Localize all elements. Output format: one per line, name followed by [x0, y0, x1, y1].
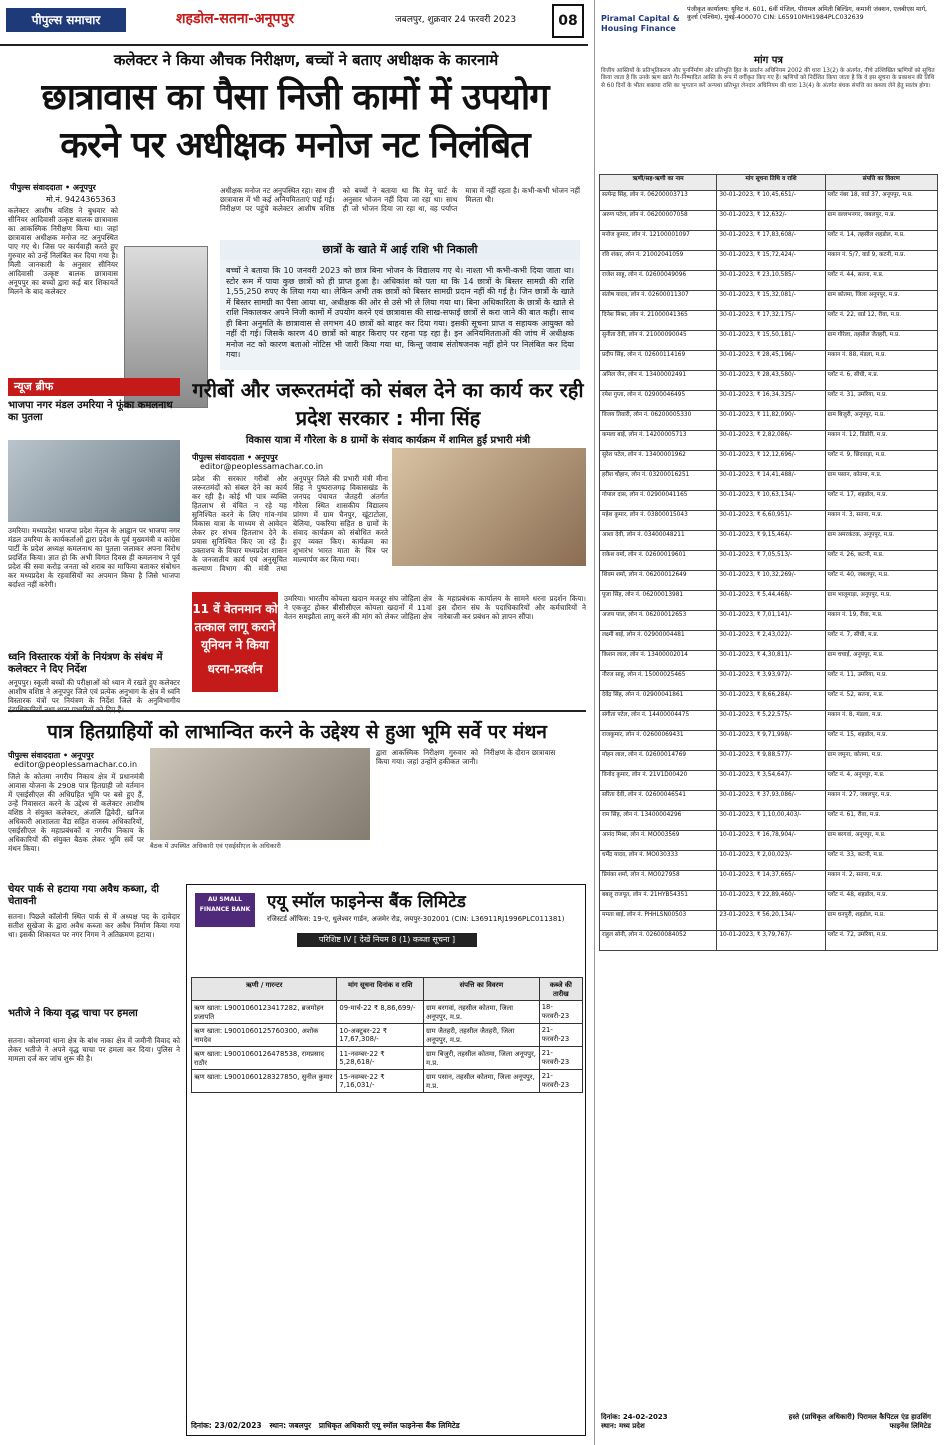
- demand-table-row: [600, 191, 938, 211]
- demand-table-cell: ग्राम गौरेला, तहसील जैतहरी, म.प्र.: [825, 331, 937, 351]
- third-body-2: द्वारा आकस्मिक निरीक्षण गुरुवार को किया गया। जहां उन्होंने हकीकत जानी। निरीक्षण के दौरान छात्रावास: [376, 748, 556, 766]
- demand-table-row: [600, 791, 938, 811]
- demand-table-cell: मकान नं. 88, मंडला, म.प्र.: [825, 351, 937, 371]
- demand-table-cell: प्लॉट नं. 4, अनूपपुर, म.प्र.: [825, 771, 937, 791]
- third-body: जिले के कोतमा नगरीय निकाय क्षेत्र में प्रधानमंत्री आवास योजना के 2908 पात्र हितग्राही जो वर्तमान में एसईसीएल की अधिग्रहित भूमि पर बसे हुए हैं, उन्हें निवासरत करने के उद्देश्य से कलेक्टर आशीष वशिष्ठ ने संयुक्त कलेक्टर, अंजलि द्विवेदी, खनिज अधिकारी आशालता वैद्य सहित राजस्व अधिकारियों, एसईसीएल के महाप्रबंधकों व नगरीय निकाय के अधिकारियों की संयुक्त बैठक लेकर भूमि सर्वे पर मंथन किया।: [8, 772, 144, 853]
- bank-table-cell: ग्राम पसान, तहसील कोतमा, जिला अनूपपुर, म.प्र.: [424, 1070, 540, 1093]
- demand-table-cell: सरिता देवी, लोन नं. 02600046541: [600, 791, 717, 811]
- demand-table-cell: बबलू राजपूत, लोन नं. 21HYB54351: [600, 891, 717, 911]
- demand-table-row: [600, 331, 938, 351]
- second-byline: पीपुल्स संवाददाता • अनूपपुर: [192, 453, 278, 462]
- demand-table-cell: सत्येन्द्र सिंह, लोन नं. 06200003713: [600, 191, 717, 211]
- meeting-photo-caption: बैठक में उपस्थित अधिकारी एवं एसईसीएल के अधिकारी: [150, 842, 281, 850]
- bank-table-cell: 21-फरवरी-23: [539, 1024, 582, 1047]
- demand-table-cell: 30-01-2023, ₹ 8,66,284/-: [717, 691, 825, 711]
- demand-table-cell: प्लॉट नं. 61, रीवा, म.प्र.: [825, 811, 937, 831]
- demand-table-row: [600, 731, 938, 751]
- demand-table-cell: प्लॉट नं. 33, कटनी, म.प्र.: [825, 851, 937, 871]
- demand-table-row: [600, 551, 938, 571]
- demand-table-cell: 30-01-2023, ₹ 15,50,181/-: [717, 331, 825, 351]
- brief-headline-2: ध्वनि विस्तारक यंत्रों के नियंत्रण के संबंध में कलेक्टर ने दिए निर्देश: [8, 652, 163, 675]
- lead-body-1: कलेक्टर आशीष वशिष्ठ ने बुधवार को सीनियर आदिवासी उत्कृष्ट बालक छात्रावास का आकस्मिक निरीक्षण किया था। जहां छात्रावास अधीक्षक मनोज नट अनुपस्थित पाए गए थे। जिस पर कार्यवाही करते हुए गुरुवार को उन्हें निलंबित कर दिया गया है। मिली जानकारी के अनुसार सीनियर आदिवासी उत्कृष्ट बालक छात्रावास अनूपपुर का बच्चों द्वारा कई बार शिकायतें मिलने के बाद कलेक्टर: [8, 206, 118, 296]
- demand-table-cell: 10-01-2023, ₹ 3,79,767/-: [717, 931, 825, 951]
- demand-table-cell: मकान नं. 27, जबलपुर, म.प्र.: [825, 791, 937, 811]
- bank-place: स्थान: जबलपुर: [269, 1421, 312, 1430]
- demand-table-cell: राकेश वर्मा, लोन नं. 02600019601: [600, 551, 717, 571]
- demand-table-cell: प्लॉट नं. 15, शहडोल, म.प्र.: [825, 731, 937, 751]
- demand-table-cell: गोपाल दास, लोन नं. 02900041165: [600, 491, 717, 511]
- brief-headline-1: भाजपा नगर मंडल उमरिया ने फूंका कमलनाथ का पुतला: [8, 400, 173, 423]
- lead-body-2: अधीक्षक मनोज नट अनुपस्थित रहा। साथ ही छात्रावास में भी कई अनियमितताएं पाई गई। निरीक्षण पर पहुंचे कलेक्टर आशीष वशिष्ठ को बच्चों ने बताया था कि मेनू चार्ट के अनुसार भोजन नहीं दिया जा रहा था। साथ ही जो भोजन दिया जा रहा था, वह पर्याप्त मात्रा में नहीं रहता है। कभी-कभी भोजन नहीं मिलता थी।: [220, 186, 580, 213]
- demand-table-cell: ग्राम कोतमा, जिला अनूपपुर, म.प्र.: [825, 291, 937, 311]
- demand-table-row: [600, 311, 938, 331]
- bank-table-cell: 15-नवम्बर-22 ₹ 7,16,031/-: [337, 1070, 424, 1093]
- bank-table-cell: ऋण खाता: L9001060123417282, ब्रजमोहन प्रजापति: [192, 1001, 337, 1024]
- demand-table-cell: प्लॉट नं. 11, उमरिया, म.प्र.: [825, 671, 937, 691]
- demand-table-cell: ग्राम बरगवां, अनूपपुर, म.प्र.: [825, 831, 937, 851]
- third-byline: पीपुल्स संवाददाता • अनूपपुर: [8, 751, 94, 760]
- bank-table-cell: ग्राम बरगवां, तहसील कोतमा, जिला अनूपपुर, म.प्र.: [424, 1001, 540, 1024]
- au-bank-notice: [186, 884, 586, 1436]
- demand-table-cell: सुनीता देवी, लोन नं. 21000090045: [600, 331, 717, 351]
- newspaper-logo: पीपुल्स समाचार: [6, 8, 126, 32]
- minister-event-photo: [392, 448, 586, 566]
- demand-table-cell: 30-01-2023, ₹ 5,22,575/-: [717, 711, 825, 731]
- demand-table-cell: अरुण पटेल, लोन नं. 06200007058: [600, 211, 717, 231]
- demand-table-cell: प्लॉट नंबर 18, वार्ड 37, अनूपपुर, म.प्र.: [825, 191, 937, 211]
- demand-table-cell: मकान नं. 19, रीवा, म.प्र.: [825, 611, 937, 631]
- demand-table-row: [600, 631, 938, 651]
- bank-date: दिनांक: 23/02/2023: [191, 1421, 262, 1430]
- demand-table-cell: 30-01-2023, ₹ 15,32,081/-: [717, 291, 825, 311]
- demand-table-row: [600, 871, 938, 891]
- demand-table-cell: ग्राम जमुना, कोतमा, म.प्र.: [825, 751, 937, 771]
- demand-table-cell: आनंद मिश्रा, लोन नं. MO003569: [600, 831, 717, 851]
- demand-table-cell: 30-01-2023, ₹ 11,82,090/-: [717, 411, 825, 431]
- demand-table-cell: मकान नं. 5/7, वार्ड 9, कटनी, म.प्र.: [825, 251, 937, 271]
- demand-table-cell: राजकुमार, लोन नं. 02600069431: [600, 731, 717, 751]
- demand-table-cell: ग्राम बिजुरी, अनूपपुर, म.प्र.: [825, 411, 937, 431]
- demand-table-row: [600, 271, 938, 291]
- bank-table-cell: 18-फरवरी-23: [539, 1001, 582, 1024]
- demand-table-cell: अजय पाल, लोन नं. 06200012653: [600, 611, 717, 631]
- demand-table-cell: 30-01-2023, ₹ 3,93,972/-: [717, 671, 825, 691]
- demand-table-cell: मनोज कुमार, लोन नं. 12100001097: [600, 231, 717, 251]
- meeting-photo: [150, 748, 370, 840]
- demand-table-cell: महेश कुमार, लोन नं. 03800015043: [600, 511, 717, 531]
- small-body-1: सतना। पिछले कॉलोनी स्थित पार्क से में अध्यक्ष पद के दावेदार सतीश सुखेजा के द्वारा अवैध कब्जा कर अवैध निर्माण किया गया था। इसकी शिकायत पर नगर निगम ने अतिक्रमण हटाया।: [8, 912, 180, 939]
- demand-table-cell: प्लॉट नं. 26, कटनी, म.प्र.: [825, 551, 937, 571]
- demand-table-row: [600, 431, 938, 451]
- bank-footer: [191, 1421, 460, 1431]
- demand-table-cell: 30-01-2023, ₹ 12,632/-: [717, 211, 825, 231]
- demand-table-row: [600, 511, 938, 531]
- demand-table-cell: दिनेश मिश्रा, लोन नं. 21000041365: [600, 311, 717, 331]
- demand-notice-title: मांग पत्र: [754, 55, 783, 66]
- demand-table-cell: 10-01-2023, ₹ 2,00,023/-: [717, 851, 825, 871]
- bank-table-cell: ऋण खाता: L9001060128327850, सुनील कुमार: [192, 1070, 337, 1093]
- demand-table-row: [600, 851, 938, 871]
- demand-table-cell: 30-01-2023, ₹ 10,32,269/-: [717, 571, 825, 591]
- demand-table-cell: 10-01-2023, ₹ 22,89,460/-: [717, 891, 825, 911]
- demand-table-row: [600, 831, 938, 851]
- bank-table-cell: 09-मार्च-22 ₹ 8,86,699/-: [337, 1001, 424, 1024]
- demand-table-column-header: ऋणी/सह-ऋणी का नाम: [600, 175, 717, 191]
- demand-table-cell: अनिल जैन, लोन नं. 13400002491: [600, 371, 717, 391]
- demand-table-row: [600, 371, 938, 391]
- demand-table-cell: संगीता पटेल, लोन नं. 14400004475: [600, 711, 717, 731]
- third-email: editor@peoplessamachar.co.in: [14, 760, 138, 769]
- demand-table-cell: 30-01-2023, ₹ 17,83,608/-: [717, 231, 825, 251]
- brief-body-1: उमरिया। मध्यप्रदेश भाजपा प्रदेश नेतृत्व के आह्वान पर भाजपा नगर मंडल उमरिया के कार्यकर्ताओं द्वारा प्रदेश के पूर्व मुख्यमंत्री व कांग्रेस पार्टी के प्रदेश अध्यक्ष कमलनाथ का पुतला जलाकर अपना विरोध प्रदर्शित किया। ज्ञात हो कि अभी विगत दिवस ही कमलनाथ ने पूर्व प्रदेश की सवा करोड़ जनता को शराब का माफिया बताकर संबोधन कर मध्यप्रदेश के रहवासियों का अपमान किया है जिसे भाजपा बर्दाश्त नहीं करेगी।: [8, 526, 180, 589]
- demand-table-row: [600, 651, 938, 671]
- demand-table-cell: ग्राम अमरकंटक, अनूपपुर, म.प्र.: [825, 531, 937, 551]
- demand-table-row: [600, 471, 938, 491]
- demand-table-cell: रवि शंकर, लोन नं. 21002041059: [600, 251, 717, 271]
- wage-protest-tail: धरना-प्रदर्शन: [207, 662, 263, 676]
- demand-table-cell: 30-01-2023, ₹ 17,32,175/-: [717, 311, 825, 331]
- page-number: 08: [552, 4, 584, 38]
- demand-table-row: [600, 891, 938, 911]
- demand-table-cell: मकान नं. 2, सतना, म.प्र.: [825, 871, 937, 891]
- piramal-signatory: हस्ते (प्राधिकृत अधिकारी) पिरामल कैपिटल एंड हाउसिंग फाइनेंस लिमिटेड: [788, 1413, 931, 1430]
- demand-table-cell: ग्राम धनपुरी, शहडोल, म.प्र.: [825, 911, 937, 931]
- demand-table-cell: ममता बाई, लोन नं. PHHLSN00503: [600, 911, 717, 931]
- wage-protest-box: [192, 592, 278, 692]
- lead-shaded-box: [220, 260, 580, 370]
- demand-table-row: [600, 691, 938, 711]
- demand-table-cell: 30-01-2023, ₹ 6,60,951/-: [717, 511, 825, 531]
- demand-table-cell: धर्मेंद्र यादव, लोन नं. MO030333: [600, 851, 717, 871]
- demand-table-cell: कमला बाई, लोन नं. 14200005713: [600, 431, 717, 451]
- demand-table-cell: प्लॉट नं. 48, शहडोल, म.प्र.: [825, 891, 937, 911]
- demand-table-cell: 30-01-2023, ₹ 23,10,585/-: [717, 271, 825, 291]
- demand-table-cell: 30-01-2023, ₹ 28,45,196/-: [717, 351, 825, 371]
- demand-table-cell: 30-01-2023, ₹ 10,63,134/-: [717, 491, 825, 511]
- demand-table-row: [600, 571, 938, 591]
- demand-table-cell: 10-01-2023, ₹ 14,37,665/-: [717, 871, 825, 891]
- demand-table-cell: 30-01-2023, ₹ 2,82,086/-: [717, 431, 825, 451]
- demand-table-cell: 30-01-2023, ₹ 37,93,086/-: [717, 791, 825, 811]
- wage-protest-headline: 11 वें वेतनमान को तत्काल लागू कराने यूनियन ने किया: [192, 602, 278, 652]
- demand-table-cell: 30-01-2023, ₹ 1,10,00,403/-: [717, 811, 825, 831]
- third-headline: पात्र हितग्राहियों को लाभान्वित करने के उद्देश्य से हुआ भूमि सर्वे पर मंथन: [8, 710, 586, 744]
- demand-table-cell: 30-01-2023, ₹ 3,54,647/-: [717, 771, 825, 791]
- small-headline-2: भतीजे ने किया वृद्ध चाचा पर हमला: [8, 1008, 138, 1019]
- news-brief-label: न्यूज ब्रीफ: [8, 378, 180, 396]
- demand-table-cell: 30-01-2023, ₹ 10,45,651/-: [717, 191, 825, 211]
- demand-table-cell: 23-01-2023, ₹ 56,20,134/-: [717, 911, 825, 931]
- demand-table-row: [600, 911, 938, 931]
- bank-table-column-header: मांग सूचना दिनांक व राशि: [337, 978, 424, 1001]
- demand-table-cell: ग्राम वल्लभनगर, जबलपुर, म.प्र.: [825, 211, 937, 231]
- demand-table-cell: ग्राम पसान, कोतमा, म.प्र.: [825, 471, 937, 491]
- bank-table-column-header: कब्जे की तारीख: [539, 978, 582, 1001]
- demand-table-cell: संतोष यादव, लोन नं. 02600011307: [600, 291, 717, 311]
- demand-table-row: [600, 811, 938, 831]
- piramal-date: दिनांक: 24-02-2023: [601, 1413, 668, 1421]
- demand-table-row: [600, 231, 938, 251]
- lead-kicker: कलेक्टर ने किया औचक निरीक्षण, बच्चों ने बताए अधीक्षक के कारनामे: [113, 51, 499, 69]
- bank-notice-type: परिशिष्ट IV [ देखें नियम 8 (1) कब्जा सूचना ]: [297, 933, 477, 947]
- demand-table-cell: रमेश गुप्ता, लोन नं. 02900046495: [600, 391, 717, 411]
- demand-table-cell: किशन लाल, लोन नं. 13400002014: [600, 651, 717, 671]
- demand-table-cell: राम सिंह, लोन नं. 13400004296: [600, 811, 717, 831]
- bank-table-cell: ऋण खाता: L9001060125760300, अशोक नामदेव: [192, 1024, 337, 1047]
- bank-table-cell: 21-फरवरी-23: [539, 1070, 582, 1093]
- demand-table-cell: लक्ष्मी बाई, लोन नं. 02900004481: [600, 631, 717, 651]
- demand-table-cell: प्लॉट नं. 44, सतना, म.प्र.: [825, 271, 937, 291]
- demand-table-cell: 30-01-2023, ₹ 7,01,141/-: [717, 611, 825, 631]
- piramal-address: पंजीकृत कार्यालय: यूनिट नं. 601, 6वीं मंजिल, पीरामल अमिती बिल्डिंग, कमानी जंक्शन, एलबीएस मार्ग, कुर्ला (पश्चिम), मुंबई-400070 CIN: L65910MH1984PLC032639: [687, 6, 928, 21]
- bank-table-cell: 21-फरवरी-23: [539, 1047, 582, 1070]
- demand-table-cell: मकान नं. 3, सतना, म.प्र.: [825, 511, 937, 531]
- bank-name: एयू स्मॉल फाइनेन्स बैंक लिमिटेड: [267, 892, 466, 912]
- demand-table-cell: 30-01-2023, ₹ 16,34,325/-: [717, 391, 825, 411]
- demand-table-cell: प्लॉट नं. 40, जबलपुर, म.प्र.: [825, 571, 937, 591]
- bank-table-cell: ग्राम बिजुरी, तहसील कोतमा, जिला अनूपपुर, म.प्र.: [424, 1047, 540, 1070]
- demand-table-cell: राजेश साहू, लोन नं. 02600049096: [600, 271, 717, 291]
- masthead: [0, 0, 588, 46]
- brief-body-2: अनूपपुर। स्कूली बच्चों की परीक्षाओं को ध्यान में रखते हुए कलेक्टर आशीष वशिष्ठ ने अनूपपुर जिले एवं प्रत्येक अनुभाग के क्षेत्र में ध्वनि विस्तारक यंत्रों पर नियंत्रण के निर्देश जिले के अनुविभागीय दंडाधिकारियों तथा थाना प्रभारियों को दिए हैं।: [8, 678, 180, 714]
- demand-table-cell: 30-01-2023, ₹ 9,15,464/-: [717, 531, 825, 551]
- demand-table-row: [600, 931, 938, 951]
- demand-table-cell: राहुल सोनी, लोन नं. 02600084052: [600, 931, 717, 951]
- demand-table-row: [600, 531, 938, 551]
- bank-table-cell: ऋण खाता: L9001060126478538, रामप्रसाद राठौर: [192, 1047, 337, 1070]
- demand-table-row: [600, 211, 938, 231]
- demand-table-cell: 30-01-2023, ₹ 9,71,998/-: [717, 731, 825, 751]
- bank-table-column-header: संपत्ति का विवरण: [424, 978, 540, 1001]
- demand-table-row: [600, 291, 938, 311]
- demand-table-cell: 30-01-2023, ₹ 15,72,424/-: [717, 251, 825, 271]
- bank-possession-table: [191, 977, 583, 1093]
- bank-table-cell: ग्राम जैतहरी, तहसील जैतहरी, जिला अनूपपुर, म.प्र.: [424, 1024, 540, 1047]
- au-bank-logo: AU SMALL FINANCE BANK: [195, 893, 255, 927]
- demand-table-row: [600, 491, 938, 511]
- dateline: जबलपुर, शुक्रवार 24 फरवरी 2023: [395, 15, 517, 25]
- demand-table-column-header: मांग सूचना तिथि व राशि: [717, 175, 825, 191]
- demand-table-cell: 30-01-2023, ₹ 5,44,468/-: [717, 591, 825, 611]
- demand-table-cell: विनोद कुमार, लोन नं. 21V1D00420: [600, 771, 717, 791]
- demand-table-row: [600, 771, 938, 791]
- bank-signatory: प्राधिकृत अधिकारी एयू स्मॉल फाइनेन्स बैंक लिमिटेड: [318, 1421, 460, 1430]
- bank-header: [187, 885, 585, 933]
- demand-table-cell: विजय तिवारी, लोन नं. 06200005330: [600, 411, 717, 431]
- demand-table-cell: ग्राम भालूमाड़ा, अनूपपुर, म.प्र.: [825, 591, 937, 611]
- demand-table-cell: प्लॉट नं. 72, उमरिया, म.प्र.: [825, 931, 937, 951]
- small-body-2: सतना। कोलगवां थाना क्षेत्र के बांध नाका क्षेत्र में जमीनी विवाद को लेकर भतीजे ने अपने वृद्ध चाचा पर हमला कर दिया। पुलिस ने मामला दर्ज कर जांच शुरू की है।: [8, 1036, 180, 1063]
- demand-table-cell: देवेंद्र सिंह, लोन नं. 02900041861: [600, 691, 717, 711]
- piramal-logo: Piramal Capital & Housing Finance: [601, 14, 680, 33]
- demand-table-cell: हरीश चौहान, लोन नं. 03200016251: [600, 471, 717, 491]
- demand-table-row: [600, 251, 938, 271]
- lead-headline: [10, 74, 580, 170]
- demand-table-cell: 30-01-2023, ₹ 12,12,696/-: [717, 451, 825, 471]
- demand-table-cell: प्लॉट नं. 6, सीधी, म.प्र.: [825, 371, 937, 391]
- piramal-notice-page: [594, 0, 941, 1445]
- bank-table-column-header: ऋणी / गारन्टर: [192, 978, 337, 1001]
- small-headline-1: चेयर पार्क से हटाया गया अवैध कब्जा, दी चेतावनी: [8, 884, 159, 907]
- demand-table-row: [600, 751, 938, 771]
- second-headline: गरीबों और जरूरतमंदों को संबल देने का कार्य कर रही प्रदेश सरकार : मीना सिंह: [192, 378, 584, 430]
- wage-protest-body: उमरिया। भारतीय कोयला खदान मजदूर संघ जोहिला क्षेत्र ने एकजुट होकर बीसीसीएल कोयला खदानों में 11वां वेतन समझौता लागू करने की मांग को लेकर जोहिला क्षेत्र के महाप्रबंधक कार्यालय के सामने धरना प्रदर्शन किया। इस दौरान संघ के पदाधिकारियों और कर्मचारियों ने नारेबाजी कर प्रबंधन को ज्ञापन सौंपा।: [284, 594, 586, 621]
- bank-table-row: [192, 1070, 583, 1093]
- bank-registered-office: रजिस्टर्ड ऑफिस: 19-ए, धुलेश्वर गार्डन, अजमेर रोड, जयपुर-302001 (CIN: L36911RJ1996PLC011381): [267, 915, 565, 923]
- demand-table-cell: आशा देवी, लोन नं. 03400048211: [600, 531, 717, 551]
- demand-table-row: [600, 671, 938, 691]
- demand-table-row: [600, 591, 938, 611]
- demand-table-cell: प्लॉट नं. 14, तहसील शहडोल, म.प्र.: [825, 231, 937, 251]
- bank-table-row: [192, 1024, 583, 1047]
- demand-table-cell: शिवम शर्मा, लोन नं. 06200012649: [600, 571, 717, 591]
- bank-table-cell: 11-नवम्बर-22 ₹ 5,28,618/-: [337, 1047, 424, 1070]
- demand-table-cell: 30-01-2023, ₹ 4,30,811/-: [717, 651, 825, 671]
- demand-table-cell: प्लॉट नं. 22, वार्ड 12, रीवा, म.प्र.: [825, 311, 937, 331]
- demand-table-cell: मोहन लाल, लोन नं. 02600014769: [600, 751, 717, 771]
- demand-table-row: [600, 411, 938, 431]
- demand-table-cell: पूजा सिंह, लोन नं. 06200013981: [600, 591, 717, 611]
- demand-table-cell: 30-01-2023, ₹ 28,43,580/-: [717, 371, 825, 391]
- demand-table-row: [600, 451, 938, 471]
- demand-table-cell: 30-01-2023, ₹ 9,88,577/-: [717, 751, 825, 771]
- lead-mobile: मो.नं. 9424365363: [46, 195, 116, 204]
- demand-table-cell: प्लॉट नं. 9, छिंदवाड़ा, म.प्र.: [825, 451, 937, 471]
- demand-table-row: [600, 391, 938, 411]
- bank-table-row: [192, 1001, 583, 1024]
- lead-subhead: छात्रों के खाते में आई राशि भी निकाली: [220, 240, 580, 260]
- demand-table-cell: 30-01-2023, ₹ 2,43,022/-: [717, 631, 825, 651]
- demand-table-cell: सुरेश पटेल, लोन नं. 13400001962: [600, 451, 717, 471]
- lead-body-3: बच्चों ने बताया कि 10 जनवरी 2023 को छात्र बिना भोजन के विद्यालय गए थे। नाश्ता भी कभी-कभी दिया जाता था। स्टोर रूम में पाया कुछ छात्रों को ही प्राप्त हुआ है। अधिकांश को पता था कि 14 छात्रों के बिस्तर सामग्री की राशि 1,55,250 रुपए के लिया गया था। लेकिन अभी तक छात्रों को बिस्तर सामग्री प्रदान नहीं की गई है। जिन छात्रों के खाते में बिस्तर सामग्री का पैसा आया था, अधीक्षक की ओर से उसे भी ले लिया गया था। बिना अधिकारिता के छात्रों के खाते से राशि निकालकर अपने निजी कामों में उपयोग करने एवं छात्रावास की साख-सफाई छात्रों से करा जाने की बात कही। साथ ही बिना अनुमति के छात्रावास से लगभग 40 छात्रों को बाहर कर दिया गया। इसकी सूचना प्राप्त व सहायक आयुक्त को नहीं दी गई। जिसके कारण 40 छात्रों को बाहर किराए पर रहना पड़ रहा है। इन अनियमितताओं की जांच में अधीक्षक मनोज नट को कारण बताओ नोटिस भी जारी किया गया था, किन्तु जवाब संतोषजनक नहीं होने पर निलंबित कर दिया गया।: [226, 266, 574, 359]
- second-email: editor@peoplessamachar.co.in: [200, 462, 324, 471]
- demand-table-cell: 30-01-2023, ₹ 7,05,513/-: [717, 551, 825, 571]
- demand-table-cell: मकान नं. 8, मंडला, म.प्र.: [825, 711, 937, 731]
- demand-table-cell: प्लॉट नं. 7, सीधी, म.प्र.: [825, 631, 937, 651]
- second-subhead: विकास यात्रा में गौरेला के 8 ग्रामों के संवाद कार्यक्रम में शामिल हुईं प्रभारी मंत्री: [245, 435, 531, 446]
- piramal-place: स्थान: मध्य प्रदेश: [601, 1422, 645, 1430]
- second-body: प्रदेश की सरकार गरीबों और जरूरतमंदों को संबल देने का कार्य कर रही है। कोई भी पात्र व्यक्ति हितलाभ से वंचित न रहे यह सुनिश्चित करने के लिए गांव-गांव विकास यात्रा के माध्यम से आवेदन लेकर हर संभव हितलाभ देने के प्रयास सुनिश्चित किए जा रहे हैं। उक्ताशय के विचार मध्यप्रदेश शासन के जनजातीय कार्य एवं अनुसूचित कल्याण विभाग की मंत्री तथा अनूपपुर जिले की प्रभारी मंत्री मीना सिंह ने पुष्पराजगढ़ विकासखंड के जनपद पंचायत जैतहरी अंतर्गत गौरेला स्थित शासकीय विद्यालय प्रांगण में ग्राम चैनपुर, खूंटाटोला, बेलिया, पकरिया सहित 8 ग्रामों के संवाद कार्यक्रम को संबोधित करते हुए व्यक्त किए। कार्यक्रम का शुभारंभ भारत माता के चित्र पर माल्यार्पण कर किया गया।: [192, 474, 388, 573]
- piramal-footer: [601, 1413, 668, 1431]
- demand-table-cell: प्लॉट नं. 17, शहडोल, म.प्र.: [825, 491, 937, 511]
- bank-table-cell: 10-अक्टूबर-22 ₹ 17,67,308/-: [337, 1024, 424, 1047]
- demand-table-cell: प्रदीप सिंह, लोन नं. 02600114169: [600, 351, 717, 371]
- bank-table-row: [192, 1047, 583, 1070]
- demand-notice-table: [599, 174, 938, 951]
- effigy-protest-photo: [8, 440, 180, 522]
- edition-title: शहडोल-सतना-अनूपपुर: [176, 11, 295, 27]
- lead-byline: पीपुल्स संवाददाता • अनूपपुर: [10, 183, 96, 192]
- demand-table-cell: ग्राम चचाई, अनूपपुर, म.प्र.: [825, 651, 937, 671]
- demand-table-row: [600, 351, 938, 371]
- demand-table-cell: 30-01-2023, ₹ 14,41,488/-: [717, 471, 825, 491]
- demand-table-column-header: संपत्ति का विवरण: [825, 175, 937, 191]
- demand-table-cell: प्रियंका शर्मा, लोन नं. MO027958: [600, 871, 717, 891]
- demand-table-cell: प्लॉट नं. 52, सतना, म.प्र.: [825, 691, 937, 711]
- demand-table-cell: प्लॉट नं. 31, उमरिया, म.प्र.: [825, 391, 937, 411]
- demand-table-row: [600, 711, 938, 731]
- demand-notice-intro: वित्तीय आस्तियों के प्रतिभूतिकरण और पुनर्निर्माण और प्रतिभूति हित के प्रवर्तन अधिनियम 2002 की धारा 13(2) के अंतर्गत, नीचे उल्लिखित ऋणियों को सूचित किया जाता है कि उनके ऋण खाते गैर-निष्पादित आस्ति के रूप में वर्गीकृत किए गए हैं। ऋणियों को निर्देशित किया जाता है कि वे इस सूचना के प्रकाशन की तिथि से 60 दिनों के भीतर बकाया राशि का भुगतान करें अन्यथा प्रतिभूत लेनदार अधिनियम की धारा 13(4) के अंतर्गत बंधक संपत्ति का कब्जा लेने हेतु स्वतंत्र होगा।: [601, 68, 935, 89]
- lead-headline-line-1: छात्रावास का पैसा निजी कामों में उपयोग: [41, 77, 549, 118]
- demand-table-row: [600, 611, 938, 631]
- demand-table-cell: मकान नं. 12, डिंडोरी, म.प्र.: [825, 431, 937, 451]
- demand-table-cell: 10-01-2023, ₹ 16,78,904/-: [717, 831, 825, 851]
- demand-table-cell: नीरज साहू, लोन नं. 15000025465: [600, 671, 717, 691]
- lead-headline-line-2: करने पर अधीक्षक मनोज नट निलंबित: [60, 125, 530, 166]
